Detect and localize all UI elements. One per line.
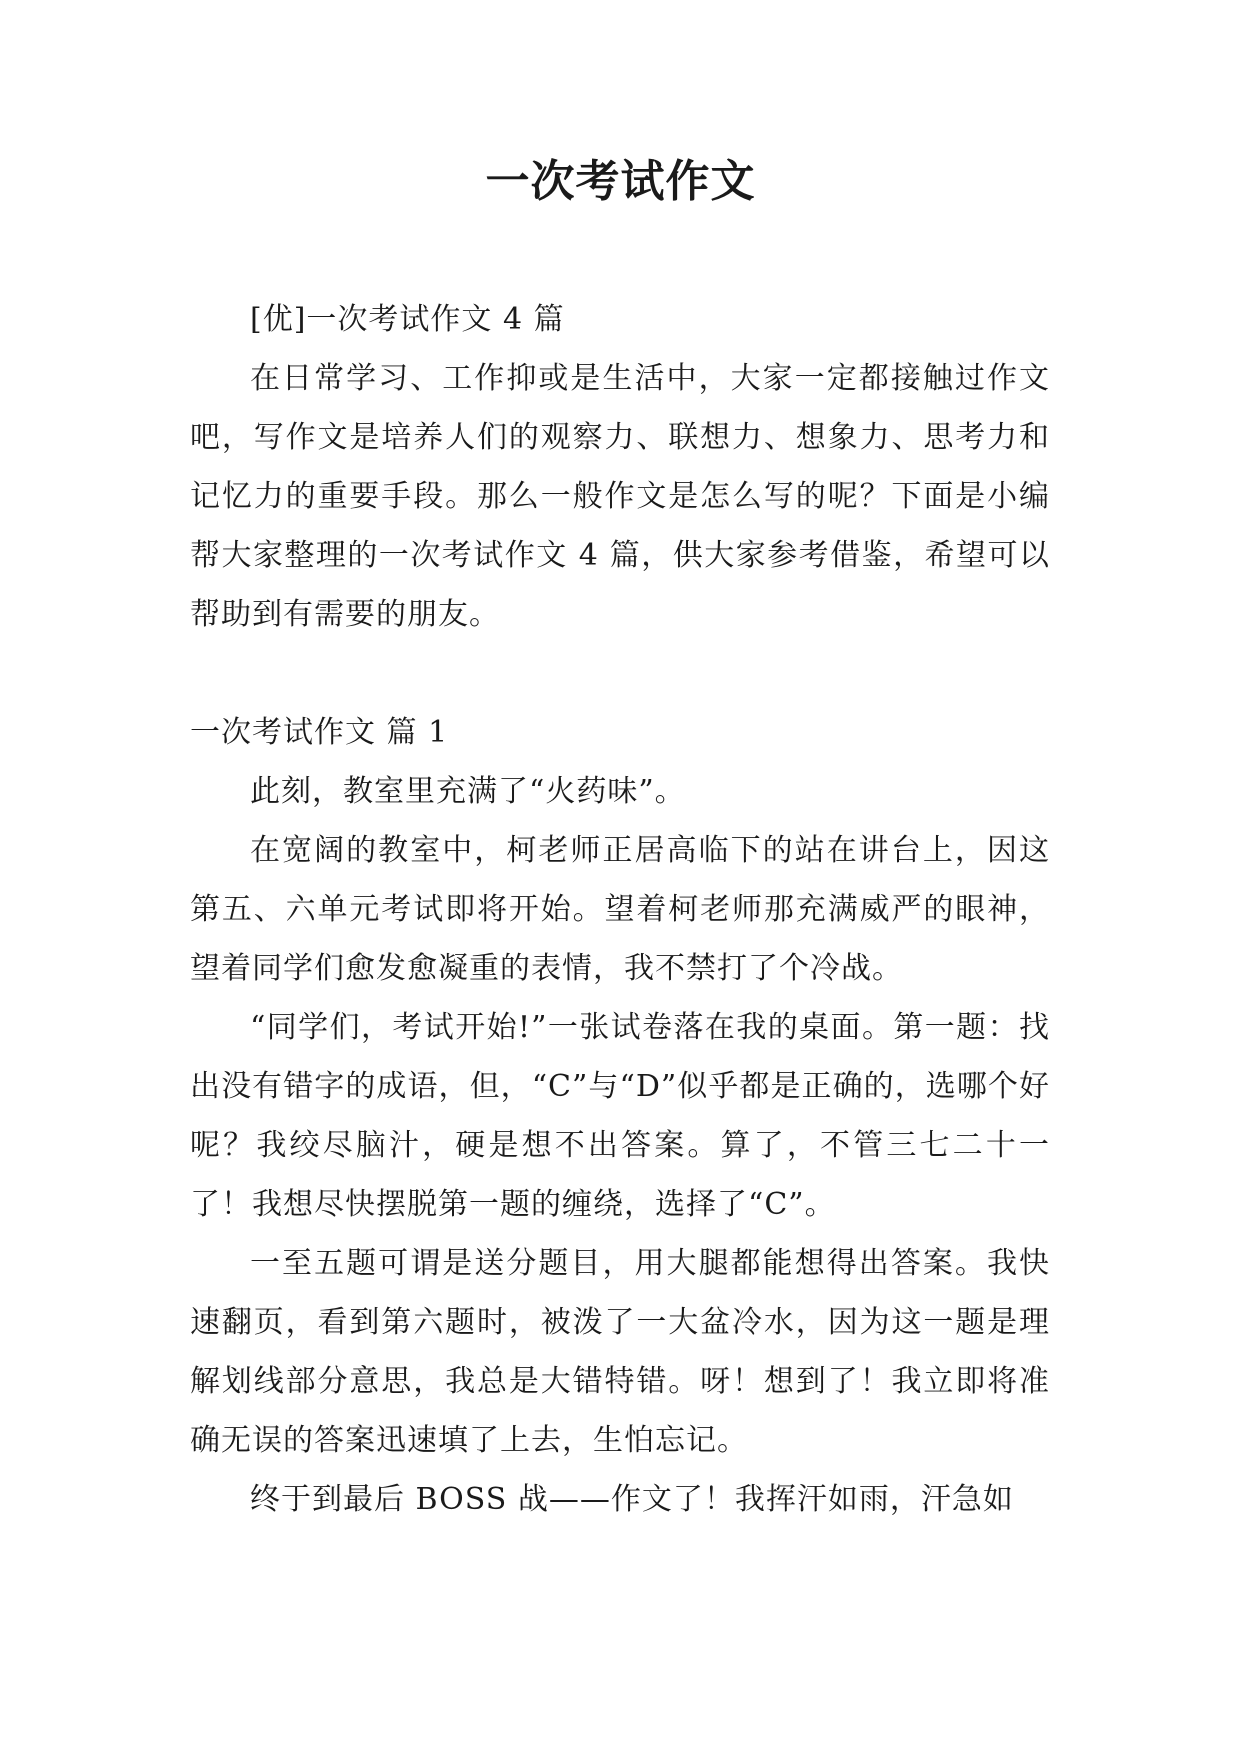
paragraph: 此刻，教室里充满了“火药味”。	[250, 774, 686, 809]
paragraph: 终于到最后 BOSS 战——作文了！我挥汗如雨，汗急如	[250, 1482, 1014, 1517]
section-heading: 一次考试作文 篇 1	[190, 715, 449, 750]
document-body	[190, 290, 1050, 1529]
paragraph: 在宽阔的教室中，柯老师正居高临下的站在讲台上，因这第五、六单元考试即将开始。望着柯老师那充满威严的眼神，望着同学们愈发愈凝重的表情，我不禁打了个冷战。	[190, 833, 1050, 986]
document-title: 一次考试作文	[485, 156, 756, 207]
intro-paragraph: 在日常学习、工作抑或是生活中，大家一定都接触过作文吧，写作文是培养人们的观察力、联想力、想象力、思考力和记忆力的重要手段。那么一般作文是怎么写的呢？下面是小编帮大家整理的一次考试作文 4 篇，供大家参考借鉴，希望可以帮助到有需要的朋友。	[190, 361, 1050, 632]
document-subtitle: [优]一次考试作文 4 篇	[250, 302, 565, 337]
paragraph: “同学们，考试开始!”一张试卷落在我的桌面。第一题：找出没有错字的成语，但，“C”与“D”似乎都是正确的，选哪个好呢？我绞尽脑汁，硬是想不出答案。算了，不管三七二十一了！我想尽快摆脱第一题的缠绕，选择了“C”。	[190, 1010, 1050, 1222]
paragraph: 一至五题可谓是送分题目，用大腿都能想得出答案。我快速翻页，看到第六题时，被泼了一大盆冷水，因为这一题是理解划线部分意思，我总是大错特错。呀！想到了！我立即将准确无误的答案迅速填了上去，生怕忘记。	[190, 1246, 1050, 1458]
